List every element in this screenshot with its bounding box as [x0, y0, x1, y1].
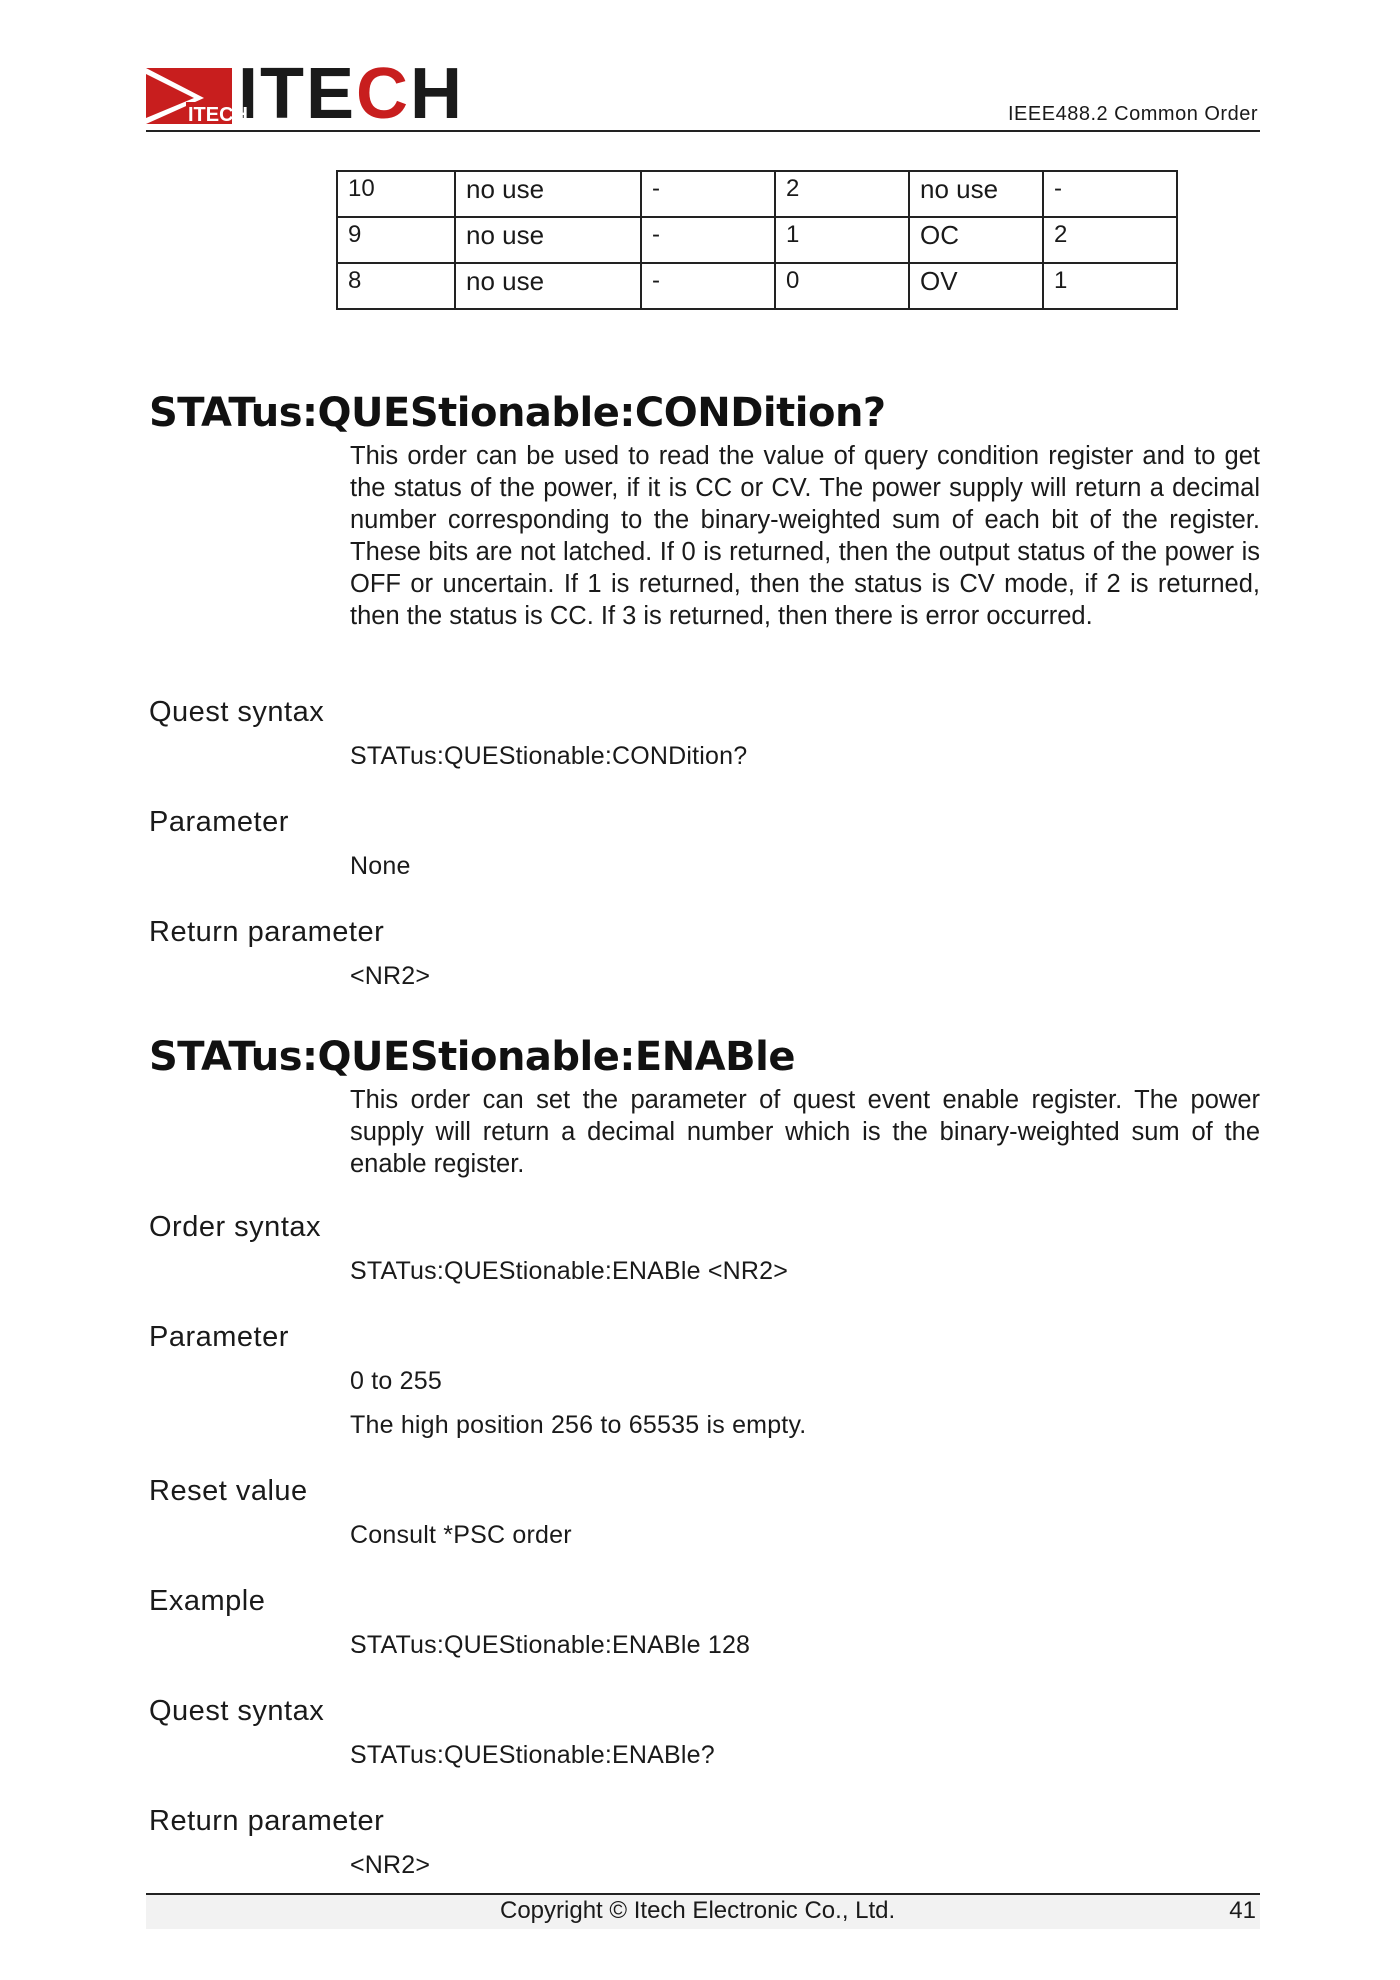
parameter-label: Parameter [149, 806, 289, 838]
section-description-condition: This order can be used to read the value of query condition register and to get the status of the power, if it is CC or CV. The power supply will return a decimal number corresponding to the binary-weighted sum of each bit of the register. These bits are not latched. If 0 is returned, then the output status of the power is OFF or uncertain. If 1 is returned, then the status is CV mode, if 2 is returned, then the status is CC. If 3 is returned, then there is error occurred. [350, 442, 1260, 630]
parameter-value: None [350, 852, 411, 880]
table-cell: no use [455, 171, 641, 217]
table-cell: 9 [337, 217, 455, 263]
parameter-range-value: 0 to 255 [350, 1367, 442, 1395]
table-cell: 1 [1043, 263, 1177, 309]
reset-value: Consult *PSC order [350, 1521, 572, 1549]
return-parameter-label: Return parameter [149, 1805, 385, 1837]
table-cell: no use [455, 263, 641, 309]
table-cell: - [1043, 171, 1177, 217]
logo-mark-icon [146, 68, 248, 126]
return-parameter-value: <NR2> [350, 962, 431, 990]
table-cell: 2 [775, 171, 909, 217]
table-cell: 10 [337, 171, 455, 217]
order-syntax-value: STATus:QUEStionable:ENABle <NR2> [350, 1257, 789, 1285]
example-label: Example [149, 1585, 266, 1617]
footer-copyright: Copyright © Itech Electronic Co., Ltd. [500, 1897, 896, 1924]
itech-logo [146, 54, 465, 134]
logo-wordmark [238, 54, 465, 134]
quest-syntax-label: Quest syntax [149, 696, 325, 728]
table-cell: OC [909, 217, 1043, 263]
quest-syntax-label: Quest syntax [149, 1695, 325, 1727]
page-number: 41 [1229, 1897, 1256, 1924]
section-title-condition: STATus:QUEStionable:CONDition? [149, 390, 886, 436]
logo-mark-text: ITECH [188, 104, 248, 126]
quest-syntax-value: STATus:QUEStionable:ENABle? [350, 1741, 715, 1769]
example-value: STATus:QUEStionable:ENABle 128 [350, 1631, 751, 1659]
table-cell: - [641, 171, 775, 217]
table-cell: OV [909, 263, 1043, 309]
page-footer [146, 1893, 1260, 1929]
section-title-enable: STATus:QUEStionable:ENABle [149, 1034, 795, 1080]
return-parameter-label: Return parameter [149, 916, 385, 948]
table-row [337, 217, 1177, 263]
table-row [337, 263, 1177, 309]
parameter-note-value: The high position 256 to 65535 is empty. [350, 1411, 807, 1439]
table-cell: no use [909, 171, 1043, 217]
logo-wordmark-part-3: H [410, 54, 465, 134]
return-parameter-value: <NR2> [350, 1851, 431, 1879]
table-cell: 0 [775, 263, 909, 309]
table-row [337, 171, 1177, 217]
logo-wordmark-part-2: C [356, 54, 411, 134]
table-cell: - [641, 217, 775, 263]
logo-wordmark-part-1: ITE [238, 54, 357, 134]
section-description-enable: This order can set the parameter of quest event enable register. The power supply will return a decimal number which is the binary-weighted sum of the enable register. [350, 1086, 1260, 1178]
table-cell: no use [455, 217, 641, 263]
table-cell: - [641, 263, 775, 309]
bit-table [336, 170, 1178, 310]
table-cell: 2 [1043, 217, 1177, 263]
order-syntax-label: Order syntax [149, 1211, 321, 1243]
table-cell: 1 [775, 217, 909, 263]
table-cell: 8 [337, 263, 455, 309]
parameter-label: Parameter [149, 1321, 289, 1353]
reset-value-label: Reset value [149, 1475, 308, 1507]
page-header [146, 54, 1260, 134]
header-chapter-title: IEEE488.2 Common Order [1008, 103, 1258, 125]
quest-syntax-value: STATus:QUEStionable:CONDition? [350, 742, 748, 770]
